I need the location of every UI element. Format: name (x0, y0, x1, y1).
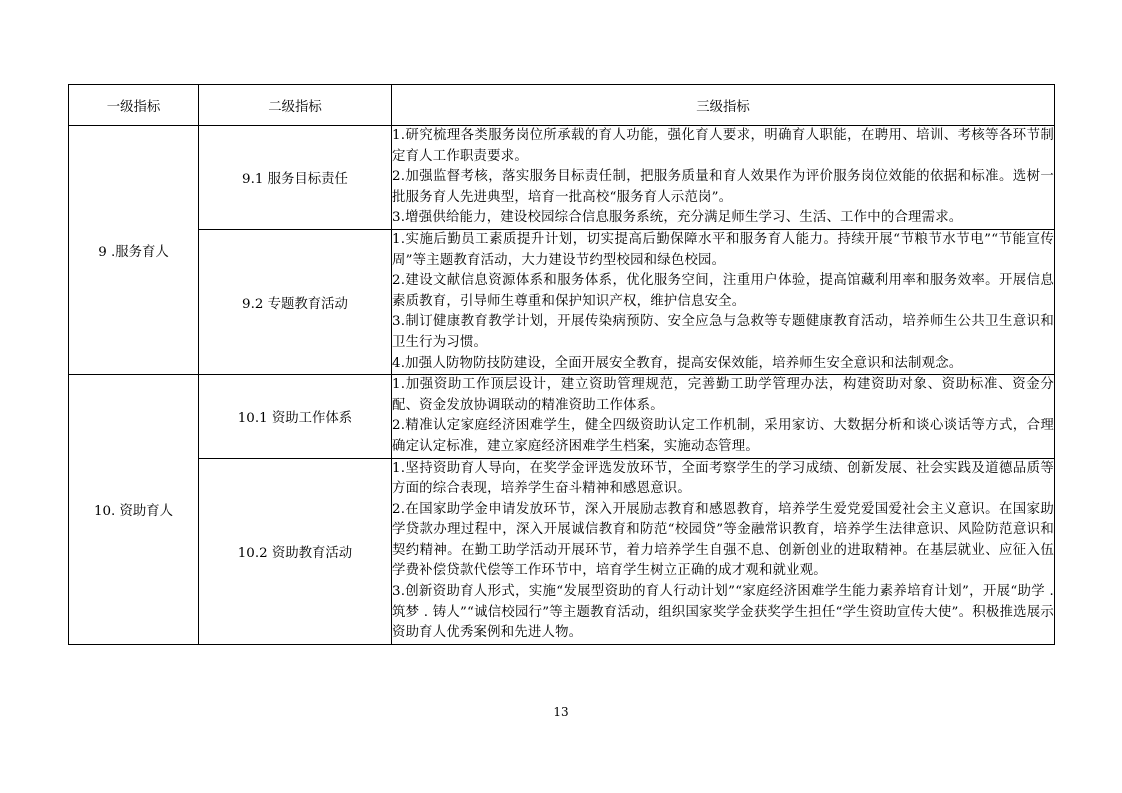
level2-cell: 10.1 资助工作体系 (199, 375, 392, 458)
header-level1: 一级指标 (69, 85, 199, 126)
page-number: 13 (553, 705, 569, 719)
level3-cell (392, 375, 1055, 458)
list-item: 1.实施后勤员工素质提升计划，切实提高后勤保障水平和服务育人能力。持续开展“节粮节水节电”“节能宣传周”等主题教育活动，大力建设节约型校园和绿色校园。 (392, 231, 1054, 268)
indicator-table (68, 84, 1055, 645)
level2-cell: 9.1 服务目标责任 (199, 126, 392, 230)
level1-cell: 10. 资助育人 (69, 375, 199, 645)
list-item: 2.建设文献信息资源体系和服务体系，优化服务空间，注重用户体验，提高馆藏利用率和服务效率。开展信息素质教育，引导师生尊重和保护知识产权，维护信息安全。 (392, 273, 1054, 309)
header-level3: 三级指标 (392, 85, 1055, 126)
level3-cell (392, 126, 1055, 230)
table-header-row (69, 85, 1055, 126)
list-item: 2.在国家助学金申请发放环节，深入开展励志教育和感恩教育，培养学生爱党爱国爱社会主义意识。在国家助学贷款办理过程中，深入开展诚信教育和防范“校园贷”等金融常识教育，培养学生法律意识、风险防范意识和契约精神。在勤工助学活动开展环节，着力培养学生自强不息、创新创业的进取精神。在基层就业、应征入伍学费补偿贷款代偿等工作环节中，培育学生树立正确的成才观和就业观。 (392, 501, 1054, 579)
header-level2: 二级指标 (199, 85, 392, 126)
list-item: 4.加强人防物防技防建设，全面开展安全教育，提高安保效能，培养师生安全意识和法制观念。 (392, 355, 963, 371)
table-row (69, 229, 1055, 374)
level1-cell: 9 .服务育人 (69, 126, 199, 375)
list-item: 1.坚持资助育人导向，在奖学金评选发放环节，全面考察学生的学习成绩、创新发展、社会实践及道德品质等方面的综合表现，培养学生奋斗精神和感恩意识。 (392, 460, 1054, 497)
table-row (69, 375, 1055, 458)
list-item: 3.增强供给能力，建设校园综合信息服务系统，充分满足师生学习、生活、工作中的合理需求。 (392, 210, 963, 226)
list-item: 1.研究梳理各类服务岗位所承载的育人功能，强化育人要求，明确育人职能，在聘用、培训、考核等各环节制定育人工作职责要求。 (392, 128, 1054, 164)
list-item: 2.精准认定家庭经济困难学生，健全四级资助认定工作机制，采用家访、大数据分析和谈心谈话等方式，合理确定认定标准，建立家庭经济困难学生档案，实施动态管理。 (392, 418, 1054, 454)
table-row (69, 458, 1055, 644)
list-item: 3.创新资助育人形式，实施“发展型资助的育人行动计划”“家庭经济困难学生能力素养培育计划”，开展“助学 . 筑梦 . 铸人”“诚信校园行”等主题教育活动，组织国家奖学金获奖学生担任“学生资助宣传大使”。积极推选展示资助育人优秀案例和先进人物。 (392, 584, 1054, 641)
level3-cell (392, 458, 1055, 644)
level2-cell: 10.2 资助教育活动 (199, 458, 392, 644)
list-item: 3.制订健康教育教学计划，开展传染病预防、安全应急与急救等专题健康教育活动，培养师生公共卫生意识和卫生行为习惯。 (392, 314, 1054, 350)
level3-cell (392, 229, 1055, 374)
table-row (69, 126, 1055, 230)
level2-cell: 9.2 专题教育活动 (199, 229, 392, 374)
list-item: 2.加强监督考核，落实服务目标责任制，把服务质量和育人效果作为评价服务岗位效能的依据和标准。选树一批服务育人先进典型，培育一批高校“服务育人示范岗”。 (392, 169, 1054, 205)
list-item: 1.加强资助工作顶层设计，建立资助管理规范，完善勤工助学管理办法，构建资助对象、资助标准、资金分配、资金发放协调联动的精准资助工作体系。 (392, 377, 1054, 413)
